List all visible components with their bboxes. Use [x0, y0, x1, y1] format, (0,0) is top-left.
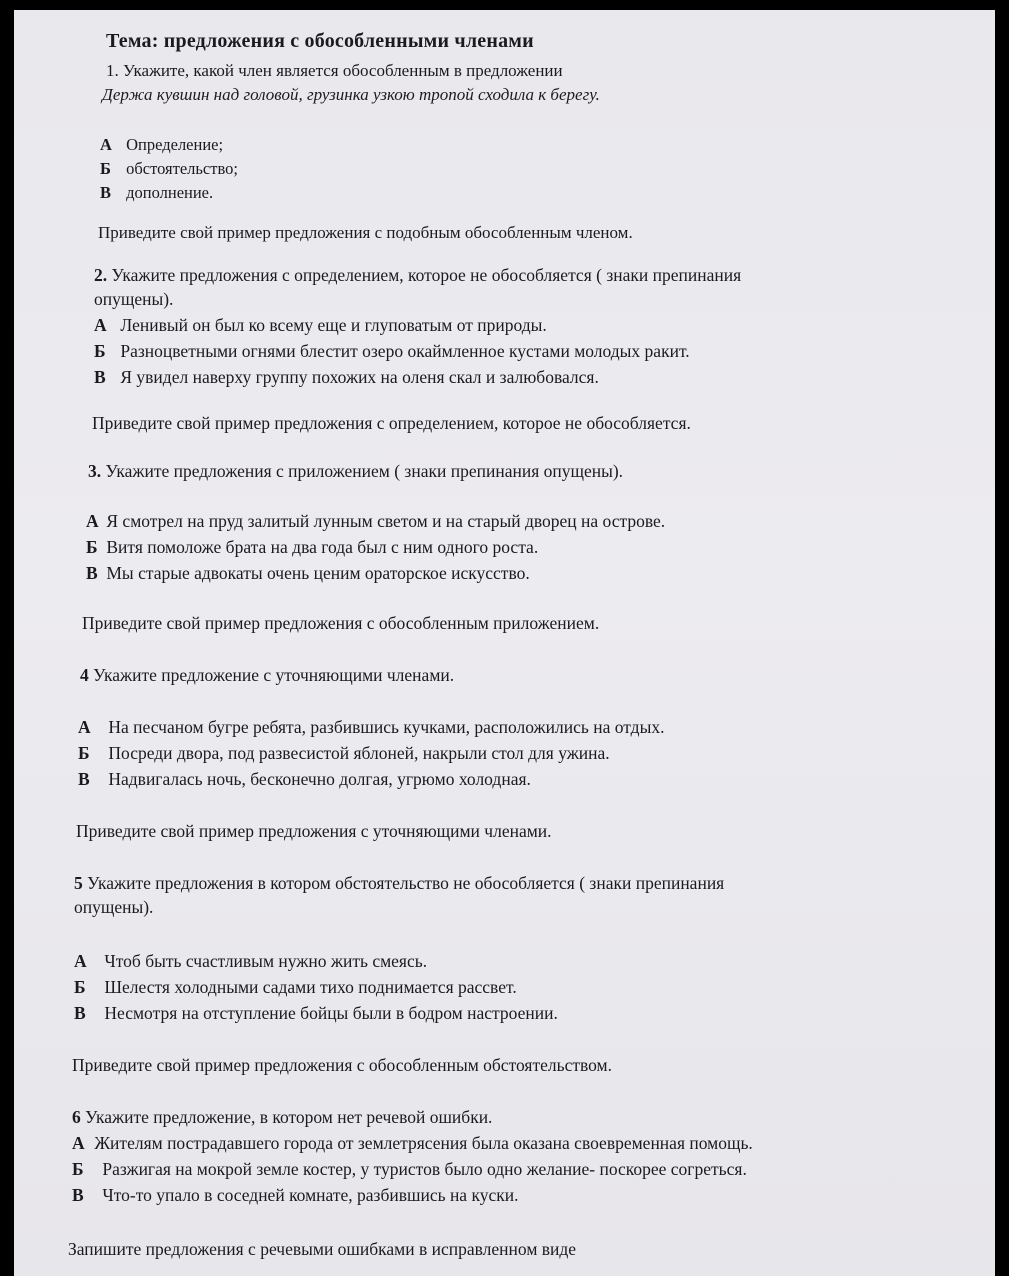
- option-letter: А: [94, 315, 107, 335]
- question-number: 6: [72, 1107, 81, 1127]
- option-text: На песчаном бугре ребята, разбившись кучками, расположились на отдых.: [108, 717, 665, 737]
- option-letter: В: [78, 769, 90, 789]
- option-text: Разжигая на мокрой земле костер, у туристов было одно желание- поскорее согреться.: [102, 1159, 747, 1179]
- option-text: Мы старые адвокаты очень ценим ораторское искусство.: [106, 563, 530, 583]
- question-text: Укажите предложения с приложением ( знаки препинания опущены).: [105, 461, 624, 481]
- option-text: Витя помоложе брата на два года был с ним одного роста.: [106, 537, 539, 557]
- q6-option-c: [72, 1184, 518, 1206]
- q1-task: Приведите свой пример предложения с подобным обособленным членом.: [98, 223, 633, 242]
- option-text: обстоятельство;: [126, 159, 238, 178]
- option-letter: А: [72, 1133, 85, 1153]
- q3-option-a: [86, 510, 665, 532]
- option-text: Посреди двора, под развесистой яблоней, накрыли стол для ужина.: [108, 743, 610, 763]
- q1-option-a: [100, 134, 223, 156]
- option-letter: Б: [100, 159, 111, 178]
- q1-sentence: Держа кувшин над головой, грузинка узкою тропой сходила к берегу.: [102, 85, 600, 104]
- q1-option-b: [100, 158, 238, 180]
- option-text: Чтоб быть счастливым нужно жить смеясь.: [104, 951, 428, 971]
- q4-option-c: [78, 768, 531, 790]
- q1-prompt: 1. Укажите, какой член является обособленным в предложении: [106, 61, 563, 80]
- document-title: Тема: предложения с обособленными членами: [106, 30, 534, 52]
- question-text: Укажите предложения с определением, которое не обособляется ( знаки препинания: [111, 265, 742, 285]
- option-text: Надвигалась ночь, бесконечно долгая, угрюмо холодная.: [108, 769, 531, 789]
- q2-task: Приведите свой пример предложения с определением, которое не обособляется.: [92, 413, 691, 433]
- option-letter: А: [86, 511, 99, 531]
- q5-option-b: [74, 976, 517, 998]
- option-letter: В: [100, 183, 112, 202]
- q3-prompt: [88, 460, 623, 482]
- question-text: Укажите предложения в котором обстоятельство не обособляется ( знаки препинания: [87, 873, 725, 893]
- q2-prompt-line1: [94, 264, 741, 286]
- option-letter: А: [78, 717, 91, 737]
- q2-option-a: [94, 314, 547, 336]
- option-text: Определение;: [126, 135, 224, 154]
- q4-task: Приведите свой пример предложения с уточняющими членами.: [76, 821, 552, 841]
- q5-task: Приведите свой пример предложения с обособленным обстоятельством.: [72, 1055, 613, 1075]
- option-text: Я увидел наверху группу похожих на оленя скал и залюбовался.: [120, 367, 599, 387]
- option-text: Разноцветными огнями блестит озеро окаймленное кустами молодых ракит.: [120, 341, 690, 361]
- q4-prompt: [80, 664, 454, 686]
- paper-sheet: [14, 10, 995, 1276]
- option-letter: Б: [74, 977, 86, 997]
- q6-option-b: [72, 1158, 747, 1180]
- q3-option-c: [86, 562, 530, 584]
- option-text: Что-то упало в соседней комнате, разбившись на куски.: [102, 1185, 519, 1205]
- question-text: Укажите предложение с уточняющими членами.: [93, 665, 455, 685]
- q6-task: Запишите предложения с речевыми ошибками в исправленном виде: [68, 1239, 577, 1259]
- option-letter: Б: [72, 1159, 84, 1179]
- q2-option-c: [94, 366, 599, 388]
- option-text: Шелестя холодными садами тихо поднимается рассвет.: [104, 977, 517, 997]
- option-letter: В: [86, 563, 98, 583]
- option-text: дополнение.: [126, 183, 214, 202]
- option-letter: А: [100, 135, 112, 154]
- q5-prompt-line2: опущены).: [74, 897, 154, 917]
- option-text: Я смотрел на пруд залитый лунным светом и на старый дворец на острове.: [106, 511, 666, 531]
- q1-option-c: [100, 182, 213, 204]
- q3-task: Приведите свой пример предложения с обособленным приложением.: [82, 613, 600, 633]
- question-number: 5: [74, 873, 83, 893]
- question-number: 3.: [88, 461, 102, 481]
- option-letter: В: [74, 1003, 86, 1023]
- question-text: Укажите предложение, в котором нет речевой ошибки.: [85, 1107, 493, 1127]
- question-number: 4: [80, 665, 89, 685]
- q6-prompt: [72, 1106, 492, 1128]
- q4-option-b: [78, 742, 610, 764]
- option-letter: В: [72, 1185, 84, 1205]
- option-letter: Б: [86, 537, 98, 557]
- document-body: [14, 10, 995, 1276]
- q5-prompt-line1: [74, 872, 724, 894]
- q4-option-a: [78, 716, 664, 738]
- option-text: Жителям пострадавшего города от землетрясения была оказана своевременная помощь.: [94, 1133, 753, 1153]
- option-text: Ленивый он был ко всему еще и глуповатым от природы.: [120, 315, 547, 335]
- q2-prompt-line2: опущены).: [94, 289, 174, 309]
- option-letter: Б: [94, 341, 106, 361]
- q6-option-a: [72, 1132, 753, 1154]
- question-number: 2.: [94, 265, 108, 285]
- option-letter: Б: [78, 743, 90, 763]
- option-letter: А: [74, 951, 87, 971]
- option-text: Несмотря на отступление бойцы были в бодром настроении.: [104, 1003, 558, 1023]
- q2-option-b: [94, 340, 690, 362]
- option-letter: В: [94, 367, 106, 387]
- q3-option-b: [86, 536, 538, 558]
- q5-option-c: [74, 1002, 558, 1024]
- q5-option-a: [74, 950, 427, 972]
